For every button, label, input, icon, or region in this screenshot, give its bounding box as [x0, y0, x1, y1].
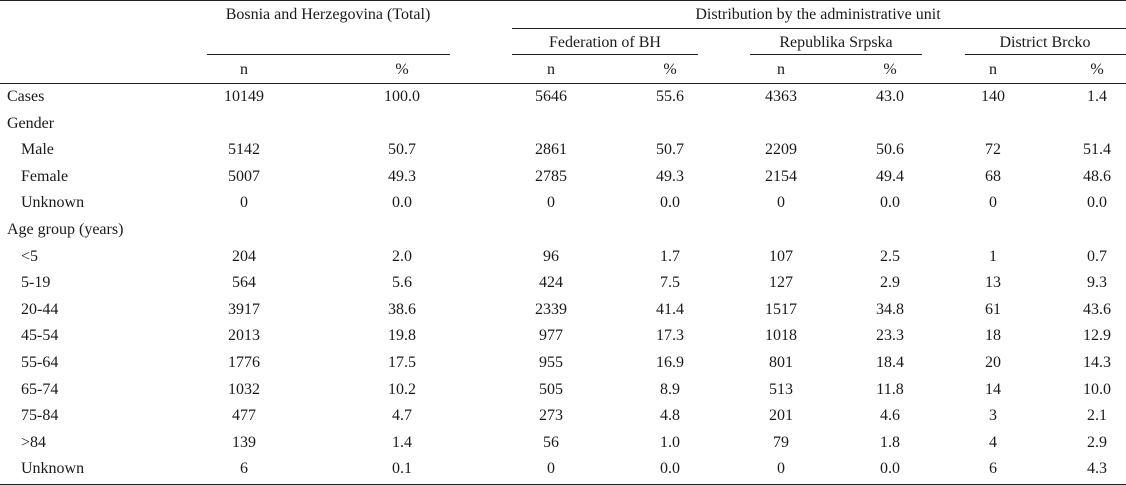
- table-cell: 0: [989, 194, 997, 211]
- col-header-srpska-pct: %: [883, 61, 897, 78]
- table-cell: 23.3: [876, 327, 904, 344]
- table-cell: 43.6: [1083, 301, 1111, 318]
- table-cell: 12.9: [1083, 327, 1111, 344]
- table-cell: 1517: [765, 301, 797, 318]
- row-label: 20-44: [21, 301, 59, 318]
- total-group-rule: [207, 54, 450, 55]
- table-cell: 49.3: [388, 168, 416, 185]
- table-cell: 9.3: [1087, 274, 1107, 291]
- table-cell: 2861: [535, 141, 567, 158]
- table-cell: 48.6: [1083, 168, 1111, 185]
- table-cell: 100.0: [384, 88, 420, 105]
- table-cell: 56: [543, 434, 559, 451]
- unit-header-brcko: District Brcko: [999, 34, 1091, 51]
- total-group-header: Bosnia and Herzegovina (Total): [225, 6, 431, 23]
- table-cell: 0.0: [1087, 194, 1107, 211]
- table-cell: 2.9: [1087, 434, 1107, 451]
- table-cell: 0: [547, 194, 555, 211]
- table-cell: 0: [240, 194, 248, 211]
- table-cell: 2154: [765, 168, 797, 185]
- table-cell: 2785: [535, 168, 567, 185]
- table-cell: 1.7: [660, 248, 680, 265]
- table-cell: 50.7: [656, 141, 684, 158]
- table-cell: 3917: [228, 301, 260, 318]
- row-label: <5: [21, 248, 39, 265]
- table-cell: 2.0: [392, 248, 412, 265]
- col-header-total-pct: %: [395, 61, 409, 78]
- table-cell: 201: [769, 407, 793, 424]
- table-cell: 505: [539, 381, 563, 398]
- row-label: Female: [21, 168, 69, 185]
- table-cell: 2.9: [880, 274, 900, 291]
- col-header-srpska-n: n: [777, 61, 785, 78]
- table-cell: 140: [981, 88, 1005, 105]
- table-cell: 4.6: [880, 407, 900, 424]
- table-cell: 61: [985, 301, 1001, 318]
- table-cell: 1: [989, 248, 997, 265]
- table-cell: 18: [985, 327, 1001, 344]
- table-cell: 4.8: [660, 407, 680, 424]
- unit-rule-srpska: [750, 54, 922, 55]
- table-cell: 0: [547, 460, 555, 477]
- row-label: >84: [21, 434, 47, 451]
- table-cell: 1.4: [1087, 88, 1107, 105]
- table-cell: 273: [539, 407, 563, 424]
- table-cell: 107: [769, 248, 793, 265]
- table-cell: 2339: [535, 301, 567, 318]
- table-cell: 49.4: [876, 168, 904, 185]
- table-top-rule: [0, 0, 1126, 1]
- col-header-total-n: n: [240, 61, 248, 78]
- table-cell: 5.6: [392, 274, 412, 291]
- table-cell: 43.0: [876, 88, 904, 105]
- table-cell: 5142: [228, 141, 260, 158]
- row-label: 75-84: [21, 407, 59, 424]
- table-cell: 0.0: [880, 460, 900, 477]
- table-cell: 79: [773, 434, 789, 451]
- table-cell: 0.0: [660, 460, 680, 477]
- distribution-group-header: Distribution by the administrative unit: [695, 6, 941, 23]
- table-cell: 2.5: [880, 248, 900, 265]
- table-cell: 0.0: [880, 194, 900, 211]
- table-cell: 50.7: [388, 141, 416, 158]
- table-cell: 10.2: [388, 381, 416, 398]
- table-cell: 4.3: [1087, 460, 1107, 477]
- col-header-brcko-n: n: [989, 61, 997, 78]
- table-cell: 1.0: [660, 434, 680, 451]
- table-cell: 13: [985, 274, 1001, 291]
- table-cell: 3: [989, 407, 997, 424]
- table-cell: 0.0: [392, 194, 412, 211]
- row-label: 65-74: [21, 381, 59, 398]
- table-cell: 2209: [765, 141, 797, 158]
- table-cell: 19.8: [388, 327, 416, 344]
- table-cell: 2013: [228, 327, 260, 344]
- table-cell: 51.4: [1083, 141, 1111, 158]
- row-label: Unknown: [21, 460, 85, 477]
- table-cell: 20: [985, 354, 1001, 371]
- row-label: Age group (years): [7, 221, 124, 238]
- table-cell: 10149: [224, 88, 264, 105]
- table-cell: 477: [232, 407, 256, 424]
- col-header-federation-n: n: [547, 61, 555, 78]
- table-cell: 1.8: [880, 434, 900, 451]
- table-cell: 5007: [228, 168, 260, 185]
- unit-header-federation: Federation of BH: [549, 34, 661, 51]
- table-cell: 16.9: [656, 354, 684, 371]
- row-label: Unknown: [21, 194, 85, 211]
- table-cell: 6: [240, 460, 248, 477]
- table-cell: 11.8: [876, 381, 904, 398]
- table-cell: 955: [539, 354, 563, 371]
- row-label: Male: [21, 141, 54, 158]
- table-cell: 4363: [765, 88, 797, 105]
- table-cell: 801: [769, 354, 793, 371]
- table-cell: 5646: [535, 88, 567, 105]
- table-cell: 96: [543, 248, 559, 265]
- table-cell: 7.5: [660, 274, 680, 291]
- table-cell: 18.4: [876, 354, 904, 371]
- table-cell: 424: [539, 274, 563, 291]
- row-label: 55-64: [21, 354, 59, 371]
- table-cell: 55.6: [656, 88, 684, 105]
- table-cell: 977: [539, 327, 563, 344]
- table-cell: 34.8: [876, 301, 904, 318]
- row-label: 45-54: [21, 327, 59, 344]
- table-cell: 14: [985, 381, 1001, 398]
- row-label: Cases: [7, 88, 45, 105]
- table-cell: 0: [777, 460, 785, 477]
- table-cell: 49.3: [656, 168, 684, 185]
- table-cell: 1.4: [392, 434, 412, 451]
- table-cell: 72: [985, 141, 1001, 158]
- table-cell: 4.7: [392, 407, 412, 424]
- table-cell: 38.6: [388, 301, 416, 318]
- table-cell: 6: [989, 460, 997, 477]
- table-cell: 1032: [228, 381, 260, 398]
- col-header-federation-pct: %: [663, 61, 677, 78]
- distribution-group-rule: [512, 28, 1126, 29]
- table-cell: 0: [777, 194, 785, 211]
- row-label: 5-19: [21, 274, 51, 291]
- table-cell: 564: [232, 274, 256, 291]
- row-label: Gender: [7, 115, 55, 132]
- table-cell: 0.7: [1087, 248, 1107, 265]
- unit-rule-brcko: [965, 54, 1126, 55]
- table-cell: 50.6: [876, 141, 904, 158]
- table-cell: 41.4: [656, 301, 684, 318]
- table-cell: 139: [232, 434, 256, 451]
- table-cell: 8.9: [660, 381, 680, 398]
- table-cell: 1776: [228, 354, 260, 371]
- table-cell: 17.3: [656, 327, 684, 344]
- table-cell: 17.5: [388, 354, 416, 371]
- table-cell: 14.3: [1083, 354, 1111, 371]
- table-cell: 2.1: [1087, 407, 1107, 424]
- table-cell: 10.0: [1083, 381, 1111, 398]
- col-header-brcko-pct: %: [1090, 61, 1104, 78]
- unit-header-srpska: Republika Srpska: [779, 34, 893, 51]
- table-cell: 204: [232, 248, 256, 265]
- table-cell: 68: [985, 168, 1001, 185]
- unit-rule-federation: [512, 54, 698, 55]
- table-cell: 1018: [765, 327, 797, 344]
- table-cell: 513: [769, 381, 793, 398]
- table-cell: 0.1: [392, 460, 412, 477]
- table-cell: 0.0: [660, 194, 680, 211]
- table-header-bottom-rule: [0, 83, 1126, 84]
- table-cell: 127: [769, 274, 793, 291]
- table-cell: 4: [989, 434, 997, 451]
